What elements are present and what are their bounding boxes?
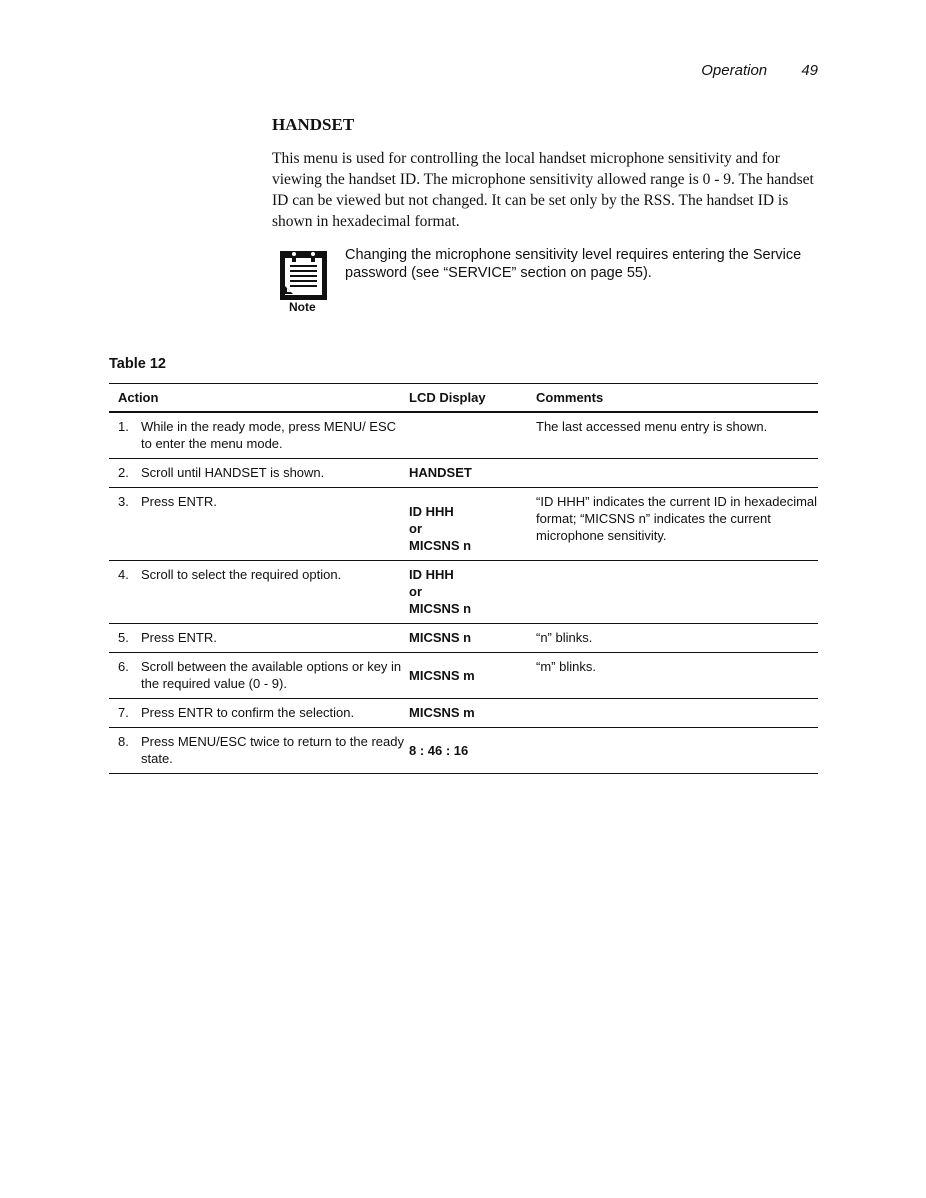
lcd-display: MICSNS n [409, 601, 472, 616]
step-comment [536, 561, 818, 624]
step-number: 1. [118, 419, 129, 434]
step-number: 5. [118, 630, 129, 645]
lcd-display: MICSNS n [409, 538, 472, 553]
step-number: 2. [118, 465, 129, 480]
step-number: 8. [118, 734, 129, 749]
lcd-display: MICSNS m [409, 668, 475, 683]
table-row [109, 624, 818, 653]
step-number: 4. [118, 567, 129, 582]
step-number: 3. [118, 494, 129, 509]
table-row [109, 728, 818, 774]
column-header-comments: Comments [536, 384, 818, 413]
step-action: Press ENTR. [141, 494, 217, 509]
note-text: Changing the microphone sensitivity level requires entering the Service password (see “SERVICE” section on page 55). [345, 247, 802, 281]
step-number: 6. [118, 659, 129, 674]
step-action: While in the ready mode, press MENU/ ESC to enter the menu mode. [141, 419, 397, 451]
section-title: HANDSET [272, 115, 355, 134]
step-action: Press ENTR. [141, 630, 217, 645]
step-action: Scroll between the available options or key in the required value (0 - 9). [141, 659, 402, 691]
lcd-display: ID HHH [409, 567, 454, 582]
table-row [109, 653, 818, 699]
table-row [109, 412, 818, 459]
step-comment [536, 699, 818, 728]
note-icon [279, 250, 329, 318]
step-comment: The last accessed menu entry is shown. [536, 412, 818, 459]
lcd-display-cell [409, 412, 536, 459]
column-header-lcd-display: LCD Display [409, 384, 536, 413]
lcd-display-or: or [409, 521, 422, 536]
running-header [701, 62, 818, 79]
table-header-row [109, 384, 818, 413]
table-row [109, 699, 818, 728]
intro-paragraph: This menu is used for controlling the local handset microphone sensitivity and for viewing the handset ID. The microphone sensitivity allowed range is 0 - 9. The handset ID can be viewed but not changed. It can be set only by the RSS. The handset ID is shown in hexadecimal format. [272, 150, 814, 230]
table-row [109, 561, 818, 624]
step-comment: “ID HHH” indicates the current ID in hexadecimal format; “MICSNS n” indicates the current microphone sensitivity. [536, 488, 818, 561]
step-action: Press MENU/ESC twice to return to the ready state. [141, 734, 404, 766]
column-header-action: Action [109, 384, 409, 413]
step-action: Scroll to select the required option. [141, 567, 342, 582]
lcd-display: 8 : 46 : 16 [409, 743, 469, 758]
step-action: Scroll until HANDSET is shown. [141, 465, 325, 480]
table-caption: Table 12 [109, 356, 166, 372]
lcd-display: ID HHH [409, 504, 454, 519]
lcd-display: MICSNS n [409, 630, 472, 645]
lcd-display-or: or [409, 584, 422, 599]
step-comment [536, 728, 818, 774]
header-section-name: Operation [701, 62, 768, 79]
procedure-table [109, 383, 818, 774]
step-comment: “m” blinks. [536, 653, 818, 699]
note-label: Note [289, 300, 316, 314]
step-comment [536, 459, 818, 488]
table-row [109, 459, 818, 488]
lcd-display: MICSNS m [409, 705, 475, 720]
page-number: 49 [801, 62, 818, 79]
step-comment: “n” blinks. [536, 624, 818, 653]
table-row [109, 488, 818, 561]
lcd-display: HANDSET [409, 465, 472, 480]
step-action: Press ENTR to confirm the selection. [141, 705, 355, 720]
step-number: 7. [118, 705, 129, 720]
